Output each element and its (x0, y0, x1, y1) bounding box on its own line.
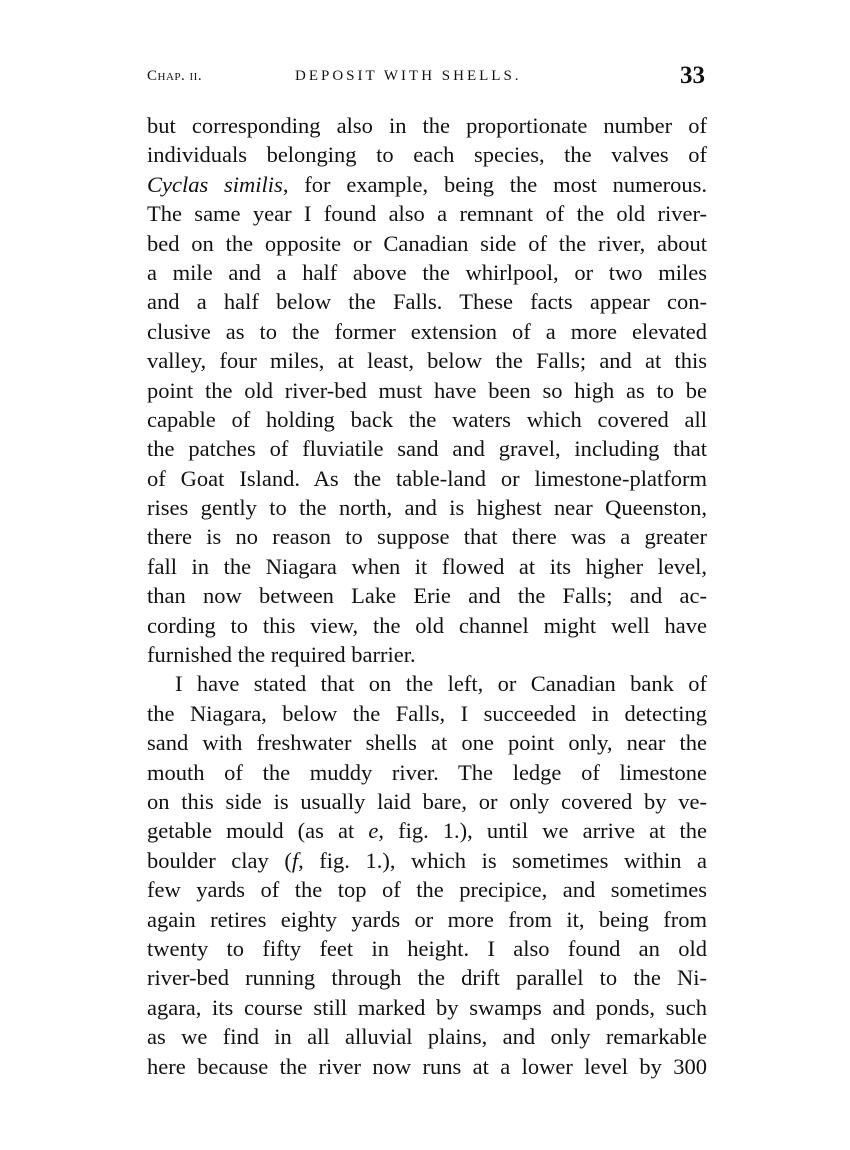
text-segment: boulder clay ( (147, 847, 292, 873)
text-line: rises gently to the north, and is highest near Queenston, (147, 495, 707, 521)
text-line: valley, four miles, at least, below the Falls; and at this (147, 348, 707, 374)
text-line: sand with freshwater shells at one point only, near the (147, 730, 707, 756)
text-line: the Niagara, below the Falls, I succeeded in detecting (147, 700, 707, 726)
text-line: but corresponding also in the proportionate number of (147, 113, 707, 138)
body-text (147, 111, 707, 1081)
italic-text: e (368, 818, 379, 844)
text-line: twenty to fifty feet in height. I also found an old (147, 935, 707, 961)
page-number: 33 (680, 62, 705, 89)
text-line: a mile and a half above the whirlpool, or two miles (147, 259, 707, 285)
text-line: as we find in all alluvial plains, and only remarkable (147, 1024, 707, 1050)
text-line: clusive as to the former extension of a more elevated (147, 318, 707, 344)
text-line: again retires eighty yards or more from it, being from (147, 906, 707, 932)
text-line: individuals belonging to each species, the valves of (147, 142, 707, 168)
text-line: bed on the opposite or Canadian side of the river, about (147, 230, 707, 256)
text-line: cording to this view, the old channel might well have (147, 612, 707, 638)
text-line: on this side is usually laid bare, or only covered by ve- (147, 788, 707, 814)
text-line (147, 170, 707, 199)
text-line: and a half below the Falls. These facts appear con- (147, 289, 707, 315)
italic-text: f (291, 847, 299, 873)
text-line: there is no reason to suppose that there was a greater (147, 524, 707, 550)
text-line: the patches of fluviatile sand and gravel, including that (147, 436, 707, 462)
text-line (147, 846, 707, 875)
text-segment: , fig. 1.), until we arrive at the (378, 818, 707, 844)
text-line: than now between Lake Erie and the Falls; and ac- (147, 583, 707, 609)
italic-text: Cyclas similis (147, 171, 283, 197)
text-line: of Goat Island. As the table-land or limestone-platform (147, 465, 707, 491)
text-line: agara, its course still marked by swamps and ponds, such (147, 994, 707, 1020)
text-line: point the old river-bed must have been so high as to be (147, 377, 707, 403)
text-segment: , fig. 1.), which is sometimes within a (298, 847, 707, 873)
text-segment: , for example, being the most numerous. (282, 171, 707, 197)
chapter-label: Chap. ii. (147, 68, 203, 84)
text-line: mouth of the muddy river. The ledge of limestone (147, 759, 707, 785)
text-segment: getable mould (as at (147, 818, 369, 844)
text-line (147, 816, 707, 845)
text-line: river-bed running through the drift parallel to the Ni- (147, 965, 707, 991)
running-head (147, 62, 707, 94)
text-line: here because the river now runs at a lower level by 300 (147, 1053, 707, 1079)
running-title: DEPOSIT WITH SHELLS. (295, 68, 522, 84)
text-line: fall in the Niagara when it flowed at its higher level, (147, 553, 707, 579)
text-line: few yards of the top of the precipice, and sometimes (147, 877, 707, 903)
text-line: I have stated that on the left, or Canadian bank of (175, 671, 707, 697)
text-line: capable of holding back the waters which covered all (147, 406, 707, 432)
text-line: The same year I found also a remnant of the old river- (147, 201, 707, 227)
text-line: furnished the required barrier. (147, 642, 416, 668)
